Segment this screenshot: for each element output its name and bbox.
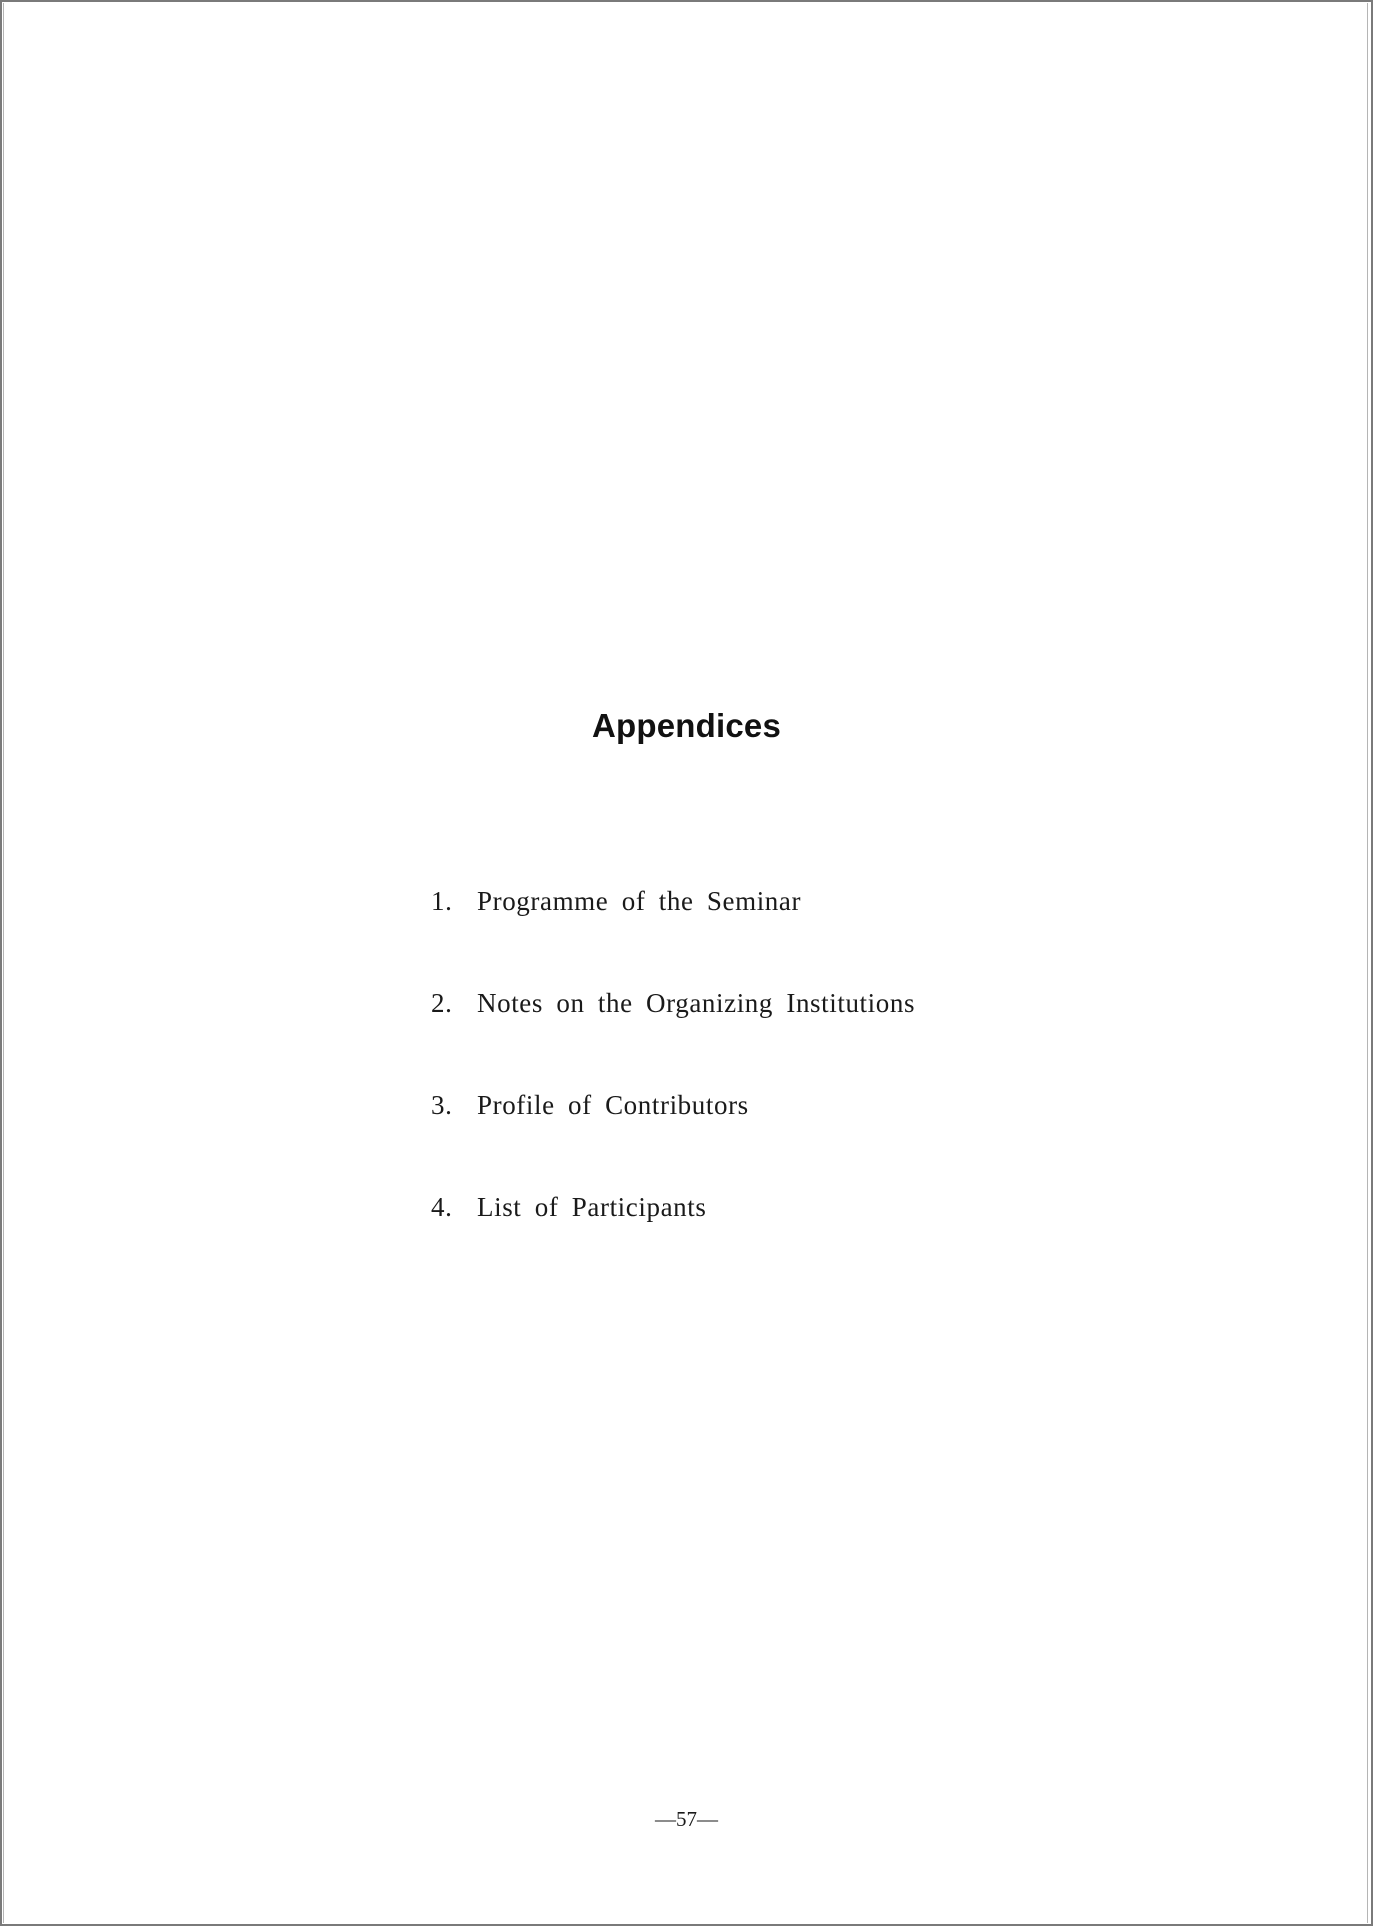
list-item (431, 1190, 915, 1224)
list-item (431, 986, 915, 1020)
page-title: Appendices (591, 707, 782, 744)
list-item (431, 884, 915, 918)
list-item-label: Profile of Contributors (477, 1090, 749, 1120)
list-item-number: 2. (431, 988, 453, 1018)
list-item-label: Notes on the Organizing Institutions (477, 988, 916, 1018)
list-item-number: 1. (431, 886, 453, 916)
list-item-label: List of Participants (477, 1192, 707, 1222)
list-item-number: 3. (431, 1090, 453, 1120)
list-item-number: 4. (431, 1192, 453, 1222)
list-item (431, 1088, 915, 1122)
list-item-label: Programme of the Seminar (477, 886, 802, 916)
appendix-list (431, 884, 915, 1224)
page-number: —57— (655, 1807, 718, 1831)
